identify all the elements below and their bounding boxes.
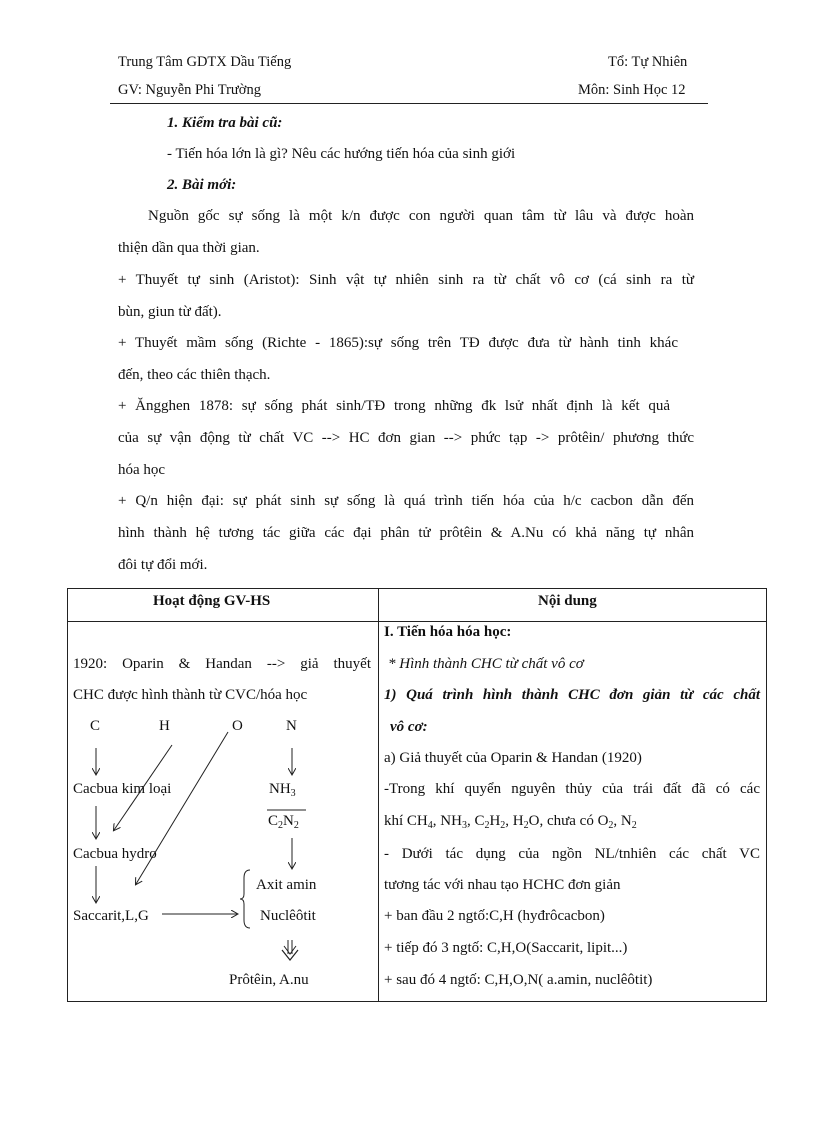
nh3-formula: $NH_3$ [269,781,296,799]
review-question: - Tiến hóa lớn là gì? Nêu các hướng tiến hóa của sinh giới [167,146,516,162]
content-line: tương tác với nhau tạo HCHC đơn giản [384,877,621,893]
paragraph-line: bùn, giun từ đất). [118,304,222,320]
element-c: C [90,718,101,734]
gas-list: khí $CH_4$, $NH_3$, $C_2H_2$, $H_2O$, chưa có $O_2$, $N_2$ [384,813,637,831]
paragraph-line: + Thuyết mầm sống (Richte - 1865):sự sống trên TĐ được đưa từ hành tinh khác [118,335,678,351]
paragraph-line: thiện dần qua thời gian. [118,240,260,256]
left-line: 1920: Oparin & Handan --> giả thuyết [73,656,371,672]
content-line: -Trong khí quyển nguyên thủy của trái đất đã có các [384,781,760,797]
element-o: O [232,718,243,734]
table-header-content: Nội dung [538,593,597,609]
protein-anu: Prôtêin, A.nu [229,972,309,988]
paragraph-line: + Thuyết tự sinh (Aristot): Sinh vật tự nhiên sinh ra từ chất vô cơ (cá sinh ra từ [118,272,694,288]
paragraph-line: + Ăngghen 1878: sự sống phát sinh/TĐ trong những đk lsử nhất định là kết quả [118,398,670,414]
paragraph-line: đến, theo các thiên thạch. [118,367,271,383]
element-n: N [286,718,297,734]
paragraph-line: hình thành hệ tương tác giữa các đại phân tử prôtêin & A.Nu có khả năng tự nhân [118,525,694,541]
content-line: - Dưới tác dụng của ngồn NL/tnhiên các chất VC [384,846,760,862]
cacbua-kim-loai: Cacbua kim loại [73,781,172,797]
element-h: H [159,718,170,734]
content-line: a) Giả thuyết của Oparin & Handan (1920) [384,750,642,766]
cacbua-hydro: Cacbua hydro [73,846,157,862]
nucleotit: Nuclêôtit [260,908,316,924]
subheading-line: 1) Quá trình hình thành CHC đơn giản từ các chất [384,687,760,703]
table-header-activity: Hoạt động GV-HS [153,593,271,609]
content-line: + tiếp đó 3 ngtố: C,H,O(Saccarit, lipit...) [384,940,628,956]
section-title: I. Tiến hóa hóa học: [384,624,512,640]
saccarit: Saccarit,L,G [73,908,149,924]
heading-review: 1. Kiểm tra bài cũ: [167,115,283,131]
subheading-line: vô cơ: [390,719,428,735]
subject: Môn: Sinh Học 12 [578,82,686,98]
c2n2-formula: $C_2N_2$ [268,813,299,831]
department: Tổ: Tự Nhiên [608,54,688,70]
axit-amin: Axit amin [256,877,317,893]
paragraph-line: của sự vận động từ chất VC --> HC đơn gian --> phức tạp -> prôtêin/ phương thức [118,430,694,446]
left-line: CHC được hình thành từ CVC/hóa học [73,687,308,703]
paragraph-line: Nguồn gốc sự sống là một k/n được con người quan tâm từ lâu và được hoàn [148,208,694,224]
school-name: Trung Tâm GDTX Dầu Tiếng [118,54,292,70]
paragraph-line: đôi tự đổi mới. [118,557,208,573]
paragraph-line: hóa học [118,462,166,478]
content-line: + sau đó 4 ngtố: C,H,O,N( a.amin, nuclêôtit) [384,972,653,988]
teacher-name: GV: Nguyễn Phi Trường [118,82,261,98]
heading-new-lesson: 2. Bài mới: [167,177,237,193]
brace [240,870,250,928]
content-line: + ban đầu 2 ngtố:C,H (hyđrôcacbon) [384,908,605,924]
paragraph-line: + Q/n hiện đại: sự phát sinh sự sống là quá trình tiến hóa của h/c cacbon dẫn đến [118,493,694,509]
section-subtitle: * Hình thành CHC từ chất vô cơ [388,656,584,672]
